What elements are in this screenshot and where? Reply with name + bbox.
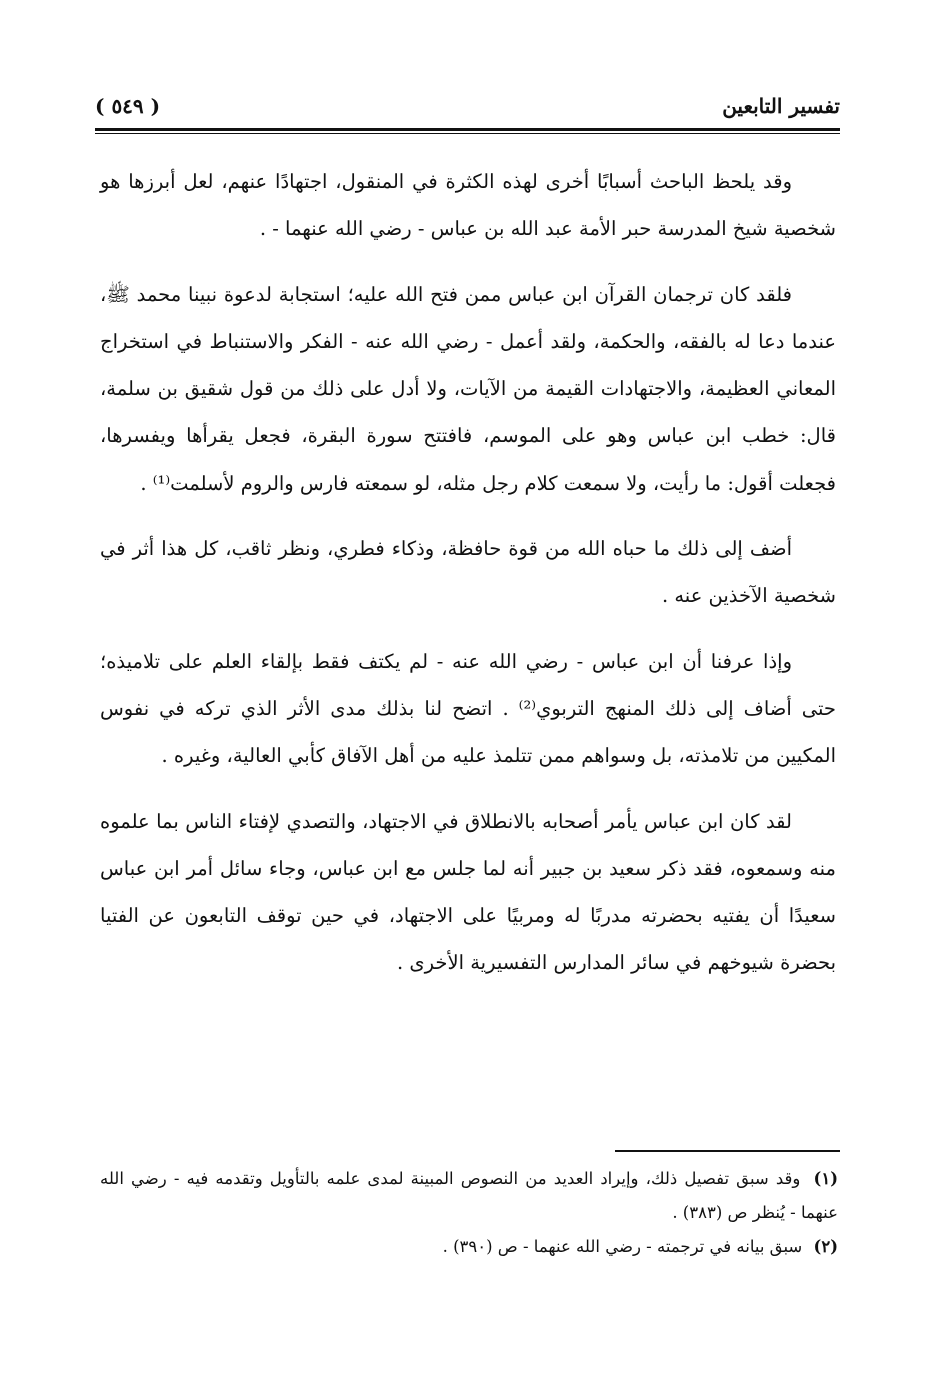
footnote-text: وقد سبق تفصيل ذلك، وإيراد العديد من النصوص المبينة لمدى علمه بالتأويل وتقدمه فيه - رضي الله عنهما - يُنظر ص (٣٨٣) . — [100, 1169, 838, 1222]
paragraph: وقد يلحظ الباحث أسبابًا أخرى لهذه الكثرة في المنقول، اجتهادًا عنهم، لعل أبرزها هو شخصية شيخ المدرسة حبر الأمة عبد الله بن عباس - رضي الله عنهما - . — [100, 170, 836, 241]
footnote-number: (١) — [813, 1169, 838, 1188]
page-number: ( ٥٤٩ ) — [95, 94, 161, 118]
paragraph: وإذا عرفنا أن ابن عباس - رضي الله عنه - لم يكتف فقط بإلقاء العلم على تلاميذه؛ حتى أضاف إلى ذلك المنهج التربوي⁽²⁾ . اتضح لنا بذلك مدى الأثر الذي تركه في نفوس المكيين من تلامذته، بل وسواهم ممن تتلمذ عليه من أهل الآفاق كأبي العالية، وغيره . — [100, 649, 836, 768]
main-text — [100, 158, 836, 987]
footnote-separator — [615, 1150, 840, 1152]
paragraph: أضف إلى ذلك ما حباه الله من قوة حافظة، وذكاء فطري، ونظر ثاقب، كل هذا أثر في شخصية الآخذين عنه . — [100, 537, 836, 608]
footnote-number: (٢) — [813, 1237, 838, 1256]
header-rule — [95, 128, 840, 134]
paragraph: لقد كان ابن عباس يأمر أصحابه بالانطلاق في الاجتهاد، والتصدي لإفتاء الناس بما علموه منه وسمعوه، فقد ذكر سعيد بن جبير أنه لما جلس مع ابن عباس، وجاء سائل أمر ابن عباس سعيدًا أن يفتيه بحضرته مدربًا له ومربيًا على الاجتهاد، في حين توقف التابعون عن الفتيا بحضرة شيوخهم في سائر المدارس التفسيرية الأخرى . — [100, 809, 836, 975]
running-title: تفسير التابعين — [722, 94, 840, 118]
footnote — [100, 1230, 838, 1264]
paragraph: فلقد كان ترجمان القرآن ابن عباس ممن فتح الله عليه؛ استجابة لدعوة نبينا محمد ﷺ، عندما دعا له بالفقه، والحكمة، ولقد أعمل - رضي الله عنه - الفكر والاستنباط في استخراج المعاني العظيمة، والاجتهادات القيمة من الآيات، ولا أدل على ذلك من قول شقيق بن سلمة، قال: خطب ابن عباس وهو على الموسم، فافتتح سورة البقرة، فجعل يقرأها ويفسرها، فجعلت أقول: ما رأيت، ولا سمعت كلام رجل مثله، لو سمعته فارس والروم لأسلمت⁽¹⁾ . — [100, 282, 836, 495]
footnotes — [100, 1162, 838, 1264]
footnote-text: سبق بيانه في ترجمته - رضي الله عنهما - ص (٣٩٠) . — [442, 1237, 803, 1256]
footnote — [100, 1162, 838, 1230]
page-header — [95, 88, 840, 128]
